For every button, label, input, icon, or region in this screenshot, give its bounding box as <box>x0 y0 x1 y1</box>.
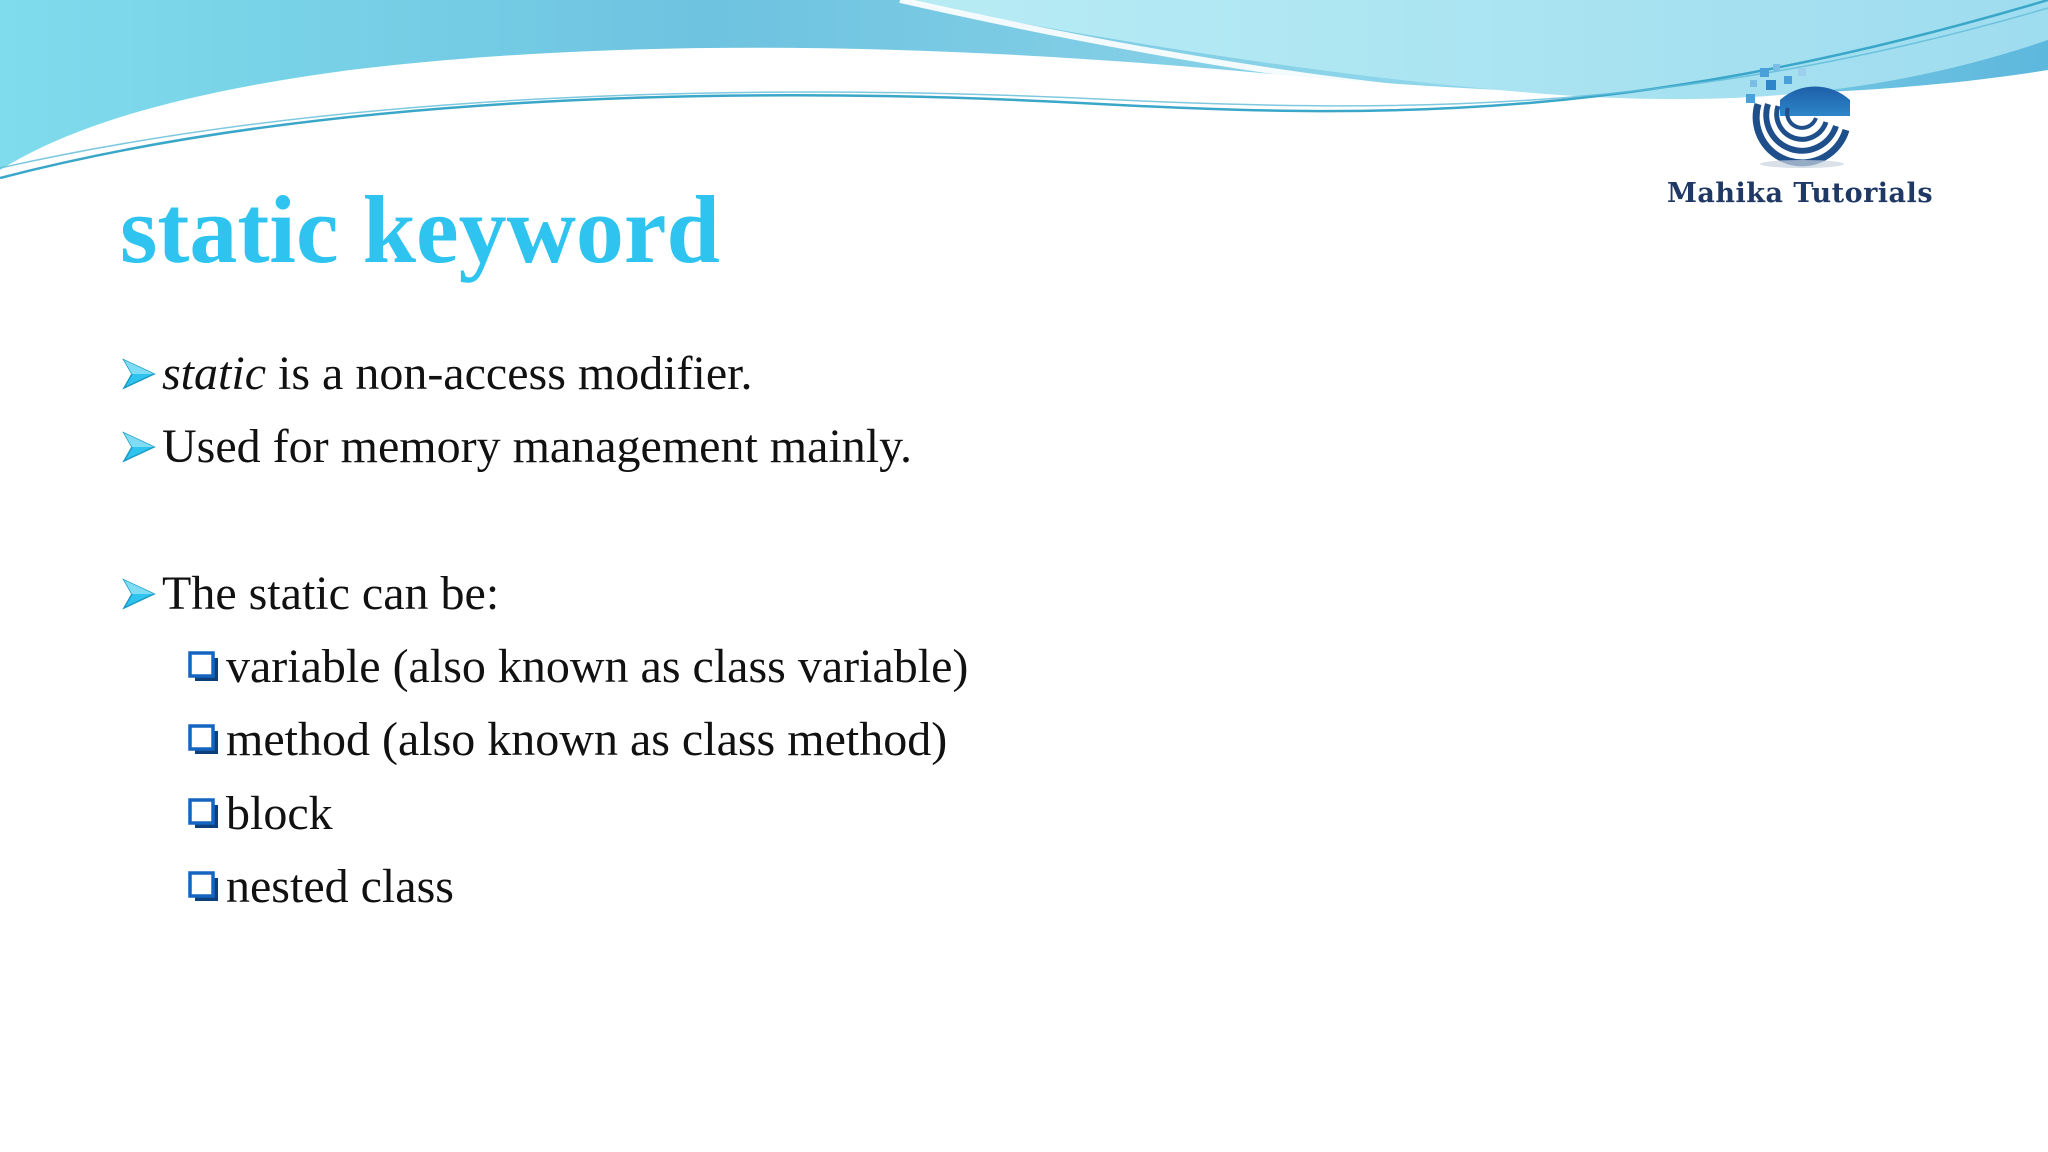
sub-bullet-item <box>188 860 454 913</box>
arrow-bullet-icon <box>122 429 156 465</box>
sub-bullet-text: variable (also known as class variable) <box>226 640 969 693</box>
wifi-signal-logo-icon <box>1740 60 1860 170</box>
sub-bullet-item <box>188 640 969 693</box>
sub-bullet-item <box>188 787 333 840</box>
slide-title: static keyword <box>120 176 720 283</box>
logo-text: Mahika Tutorials <box>1666 178 1934 209</box>
checkbox-square-icon <box>188 724 220 756</box>
checkbox-square-icon <box>188 651 220 683</box>
sub-bullet-text: method (also known as class method) <box>226 713 948 766</box>
sub-bullet-item <box>188 713 948 766</box>
sub-bullet-text: nested class <box>226 860 454 913</box>
arrow-bullet-icon <box>122 356 156 392</box>
bullet-item <box>122 347 753 400</box>
mahika-tutorials-logo <box>1650 60 1950 230</box>
checkbox-square-icon <box>188 798 220 830</box>
bullet-emphasis: static <box>162 347 266 400</box>
bullet-text: The static can be: <box>162 567 500 620</box>
sub-bullet-text: block <box>226 787 333 840</box>
bullet-text: is a non-access modifier. <box>266 347 753 400</box>
bullet-item <box>122 420 912 473</box>
bullet-text: Used for memory management mainly. <box>162 420 912 473</box>
checkbox-square-icon <box>188 871 220 903</box>
bullet-item <box>122 567 500 620</box>
arrow-bullet-icon <box>122 576 156 612</box>
